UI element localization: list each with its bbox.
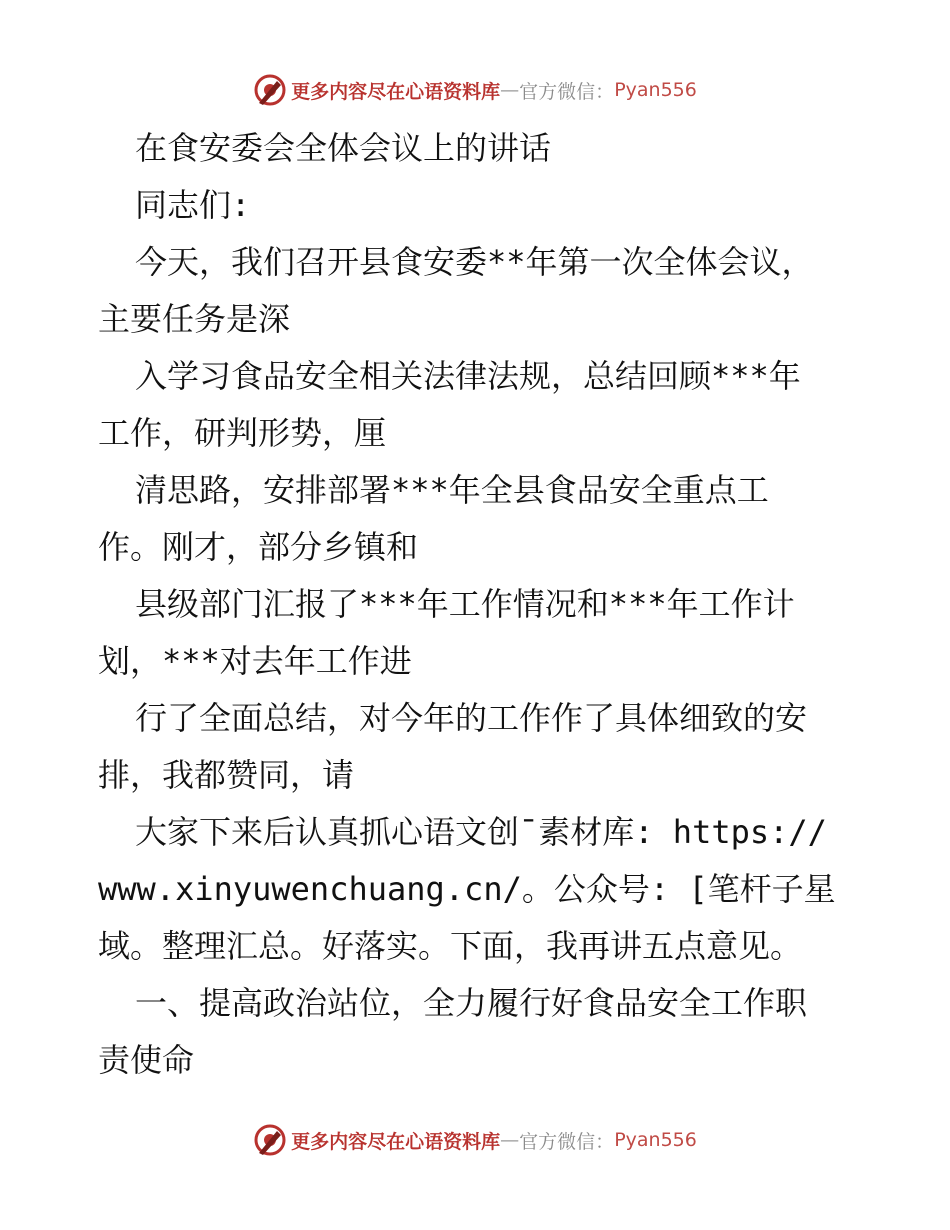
header-banner — [0, 70, 950, 110]
banner-wechat-id: Pyan556 — [614, 1129, 697, 1151]
doc-line: 行了全面总结，对今年的工作作了具体细致的安 — [135, 699, 808, 737]
doc-line: 划，***对去年工作进 — [98, 642, 412, 680]
section-heading: 一、提高政治站位，全力履行好食品安全工作职 — [135, 984, 808, 1022]
doc-line: 主要任务是深 — [98, 300, 291, 338]
banner-dash: — — [500, 1129, 520, 1151]
doc-line: 今天，我们召开县食安委**年第一次全体会议， — [135, 243, 814, 281]
doc-line: 排，我都赞同，请 — [98, 756, 355, 794]
doc-line: 工作，研判形势，厘 — [98, 414, 387, 452]
doc-line: 域。整理汇总。好落实。下面，我再讲五点意见。 — [98, 927, 803, 965]
doc-line: 作。刚才，部分乡镇和 — [98, 528, 419, 566]
banner-label: 官方微信： — [519, 1130, 615, 1153]
doc-line: www.xinyuwenchuang.cn/。公众号: [笔杆子星 — [98, 870, 836, 908]
doc-line: 大家下来后认真抓心语文创¯素材库: https:// — [135, 813, 827, 851]
doc-line: 入学习食品安全相关法律法规，总结回顾***年 — [135, 357, 801, 395]
doc-title: 在食安委会全体会议上的讲话 — [135, 129, 552, 167]
banner-dash: — — [500, 79, 520, 101]
pen-logo-icon — [253, 1123, 287, 1157]
banner-brand: 更多内容尽在心语资料库 — [291, 80, 501, 103]
document-body — [98, 120, 858, 1089]
banner-wechat-id: Pyan556 — [614, 79, 697, 101]
doc-line: 责使命 — [98, 1041, 195, 1079]
footer-banner — [0, 1120, 950, 1160]
salutation: 同志们: — [135, 186, 251, 224]
doc-line: 清思路，安排部署***年全县食品安全重点工 — [135, 471, 769, 509]
banner-brand: 更多内容尽在心语资料库 — [291, 1130, 501, 1153]
pen-logo-icon — [253, 73, 287, 107]
doc-line: 县级部门汇报了***年工作情况和***年工作计 — [135, 585, 795, 623]
banner-label: 官方微信： — [519, 80, 615, 103]
